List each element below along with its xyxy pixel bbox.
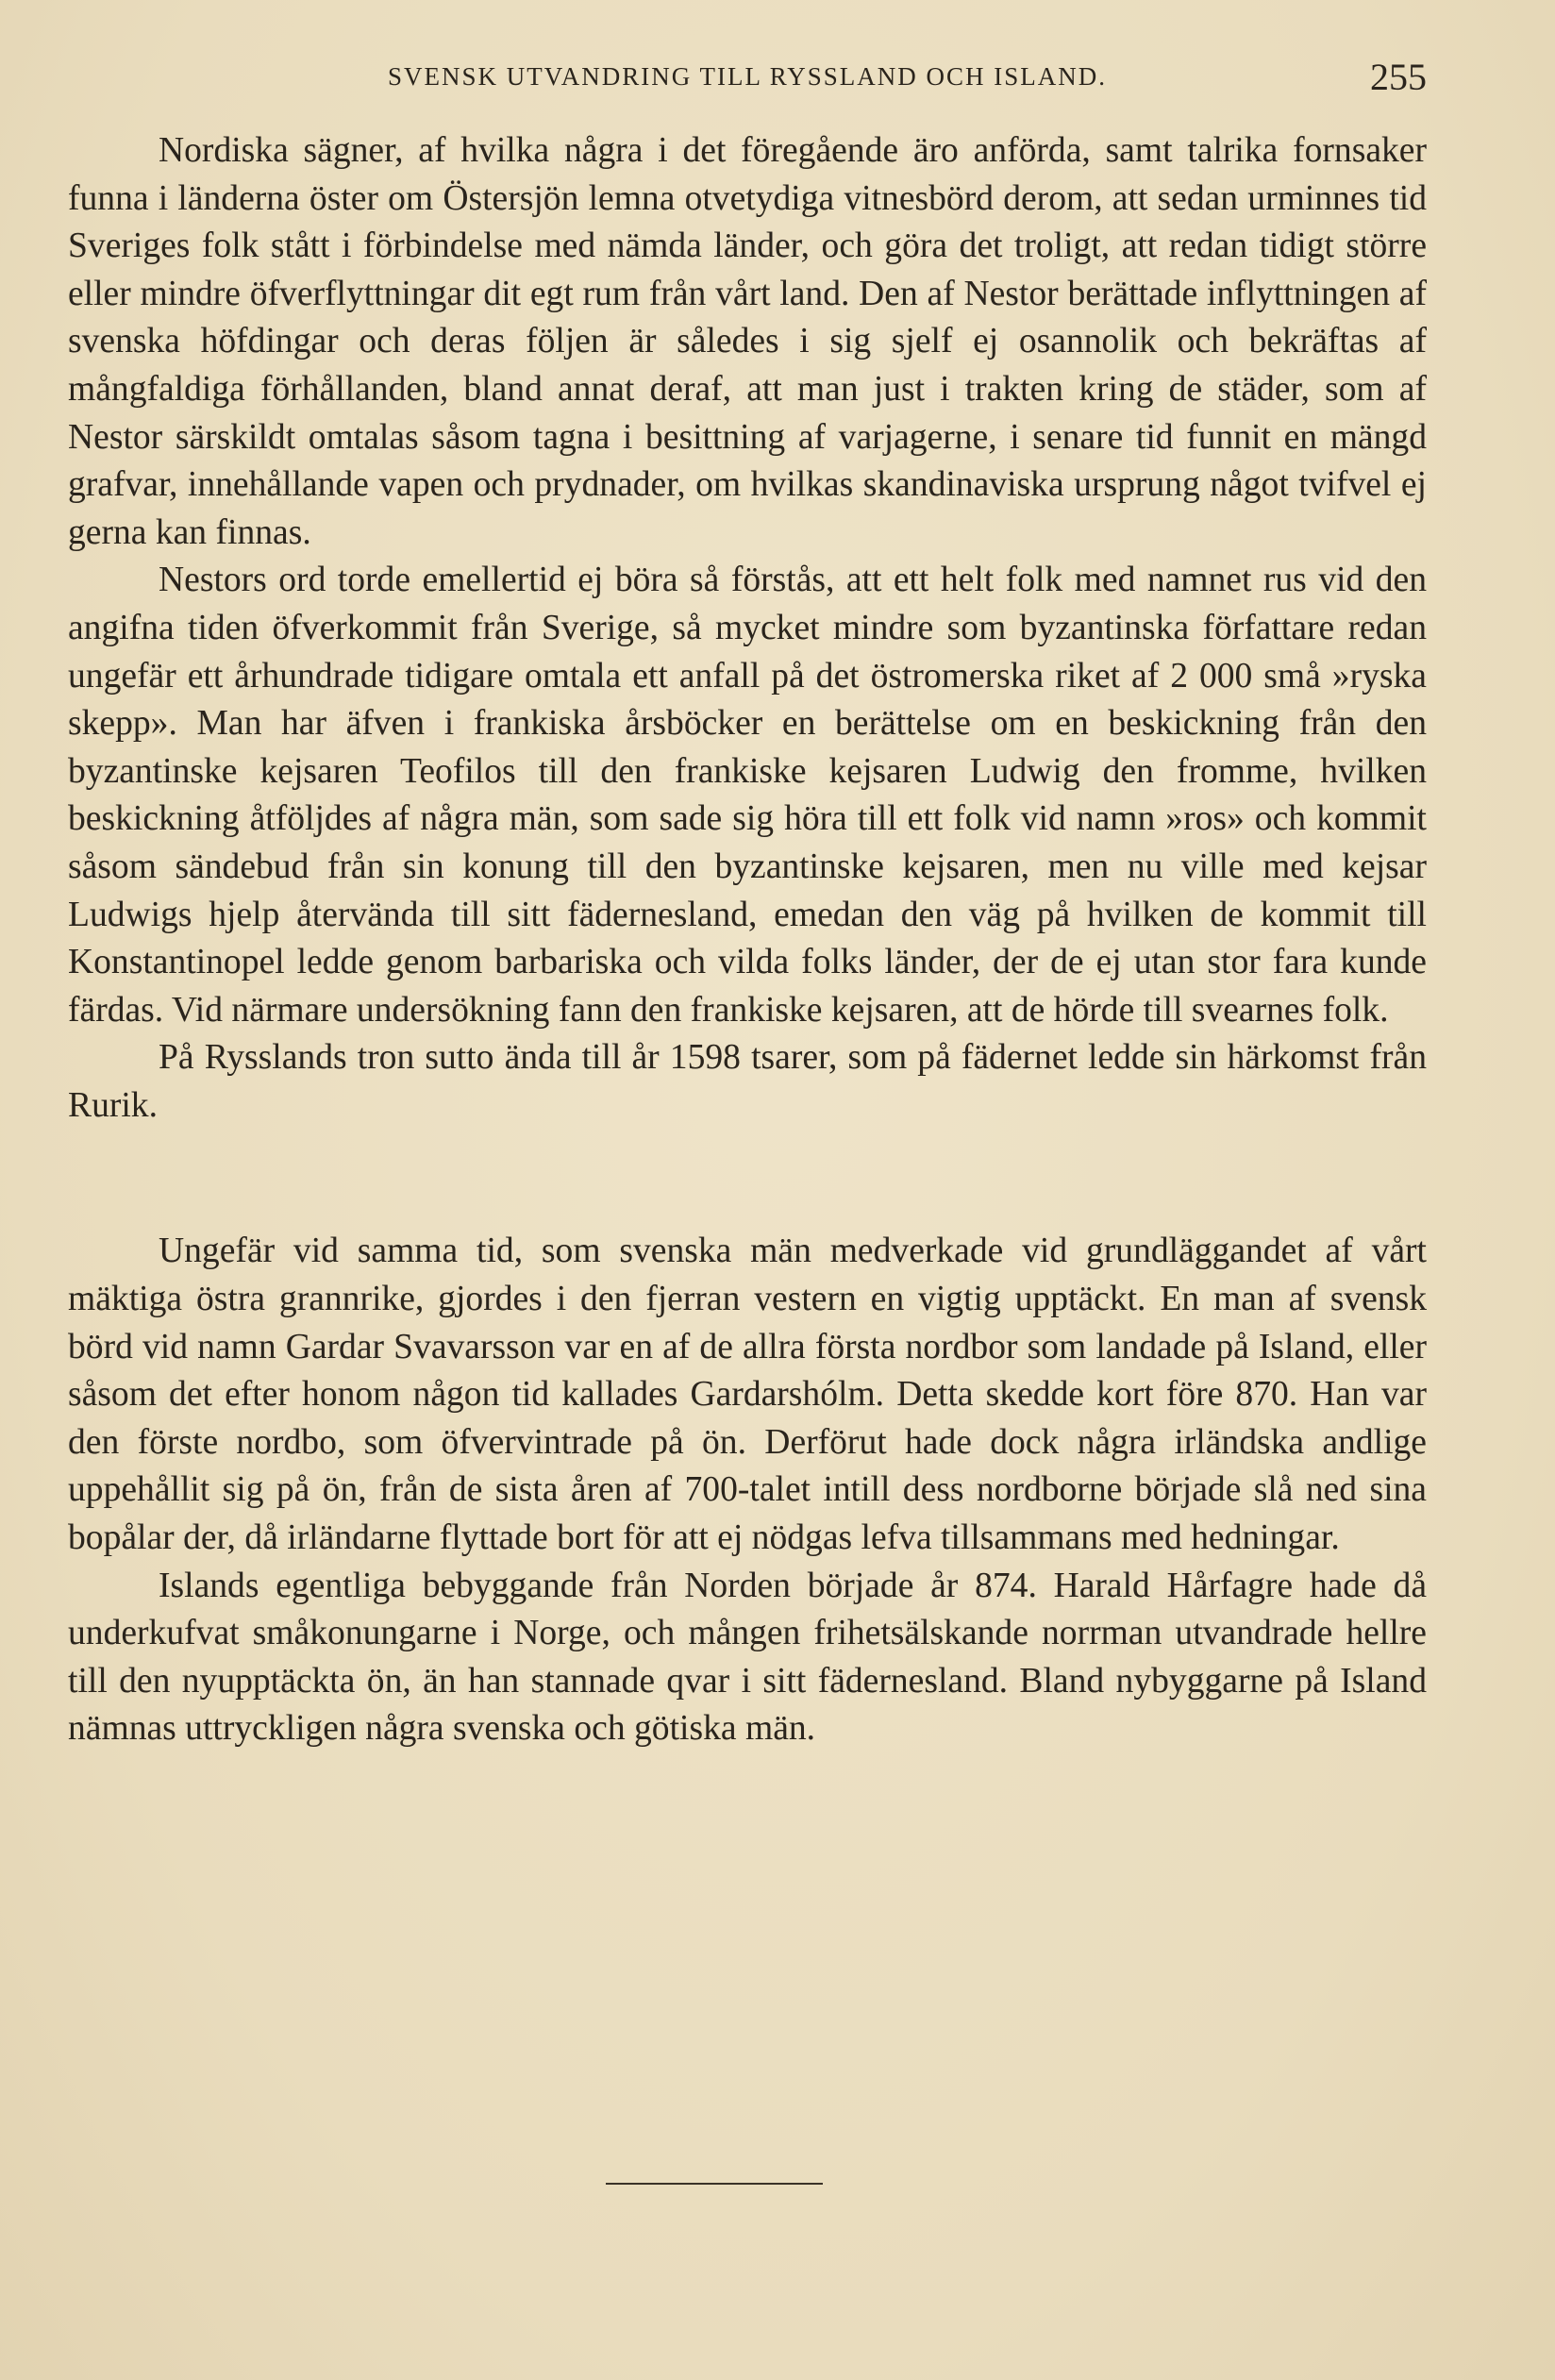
paragraph: Ungefär vid samma tid, som svenska män medverkade vid grundläggandet af vårt mäktiga östra grannrike, gjordes i den fjerran vestern en vigtig upptäckt. En man af svensk börd vid namn Gardar Svavarsson var en af de allra första nordbor som landade på Island, eller såsom det efter honom någon tid kallades Gardarshólm. Detta skedde kort före 870. Han var den förste nordbo, som öfvervintrade på ön. Derförut hade dock några irländska andlige uppehållit sig på ön, från de sista åren af 700-talet intill dess nordborne började slå ned sina bopålar der, då irländarne flyttade bort för att ej nödgas lefva tillsammans med hedningar. — [68, 1232, 1427, 1558]
closing-rule — [606, 2183, 823, 2185]
body-text — [68, 127, 1427, 1753]
paragraph: På Rysslands tron sutto ända till år 1598 tsarer, som på fädernet ledde sin härkomst från Rurik. — [68, 1038, 1427, 1125]
section-break — [68, 1130, 1427, 1228]
running-title: SVENSK UTVANDRING TILL RYSSLAND OCH ISLAND. — [387, 62, 1108, 91]
paragraph: Nordiska sägner, af hvilka några i det föregående äro anförda, samt talrika fornsaker funna i länderna öster om Östersjön lemna otvetydiga vitnesbörd derom, att sedan urminnes tid Sveriges folk stått i förbindelse med nämda länder, och göra det troligt, att redan tidigt större eller mindre öfverflyttningar dit egt rum från vårt land. Den af Nestor berättade inflyttningen af svenska höfdingar och deras följen är således i sig sjelf ej osannolik och bekräftas af mångfaldiga förhållanden, bland annat deraf, att man just i trakten kring de städer, som af Nestor särskildt omtalas såsom tagna i besittning af varjagerne, i senare tid funnit en mängd grafvar, innehållande vapen och prydnader, om hvilkas skandinaviska ursprung något tvifvel ej gerna kan finnas. — [68, 131, 1427, 552]
paragraph: Nestors ord torde emellertid ej böra så förstås, att ett helt folk med namnet rus vid den angifna tiden öfverkommit från Sverige, så mycket mindre som byzantinska författare redan ungefär ett århundrade tidigare omtala ett anfall på det östromerska riket af 2 000 små »ryska skepp». Man har äfven i frankiska årsböcker en berättelse om en beskickning från den byzantinske kejsaren Teofilos till den frankiske kejsaren Ludwig den fromme, hvilken beskickning åtföljdes af några män, som sade sig höra till ett folk vid namn »ros» och kommit såsom sändebud från sin konung till den byzantinske kejsaren, men nu ville med kejsar Ludwigs hjelp återvända till sitt fädernesland, emedan den väg på hvilken de kommit till Konstantinopel ledde genom barbariska och vilda folks länder, der de ej utan stor fara kunde färdas. Vid närmare undersökning fann den frankiske kejsaren, att de hörde till svearnes folk. — [68, 561, 1427, 1030]
page-header — [68, 55, 1427, 108]
page-number: 255 — [1370, 56, 1427, 98]
paragraph: Islands egentliga bebyggande från Norden började år 874. Harald Hårfagre hade då underkufvat småkonungarne i Norge, och mången frihetsälskande norrman utvandrade hellre till den nyupptäckta ön, än han stannade qvar i sitt fädernesland. Bland nybyggarne på Island nämnas uttryckligen några svenska och götiska män. — [68, 1566, 1427, 1749]
